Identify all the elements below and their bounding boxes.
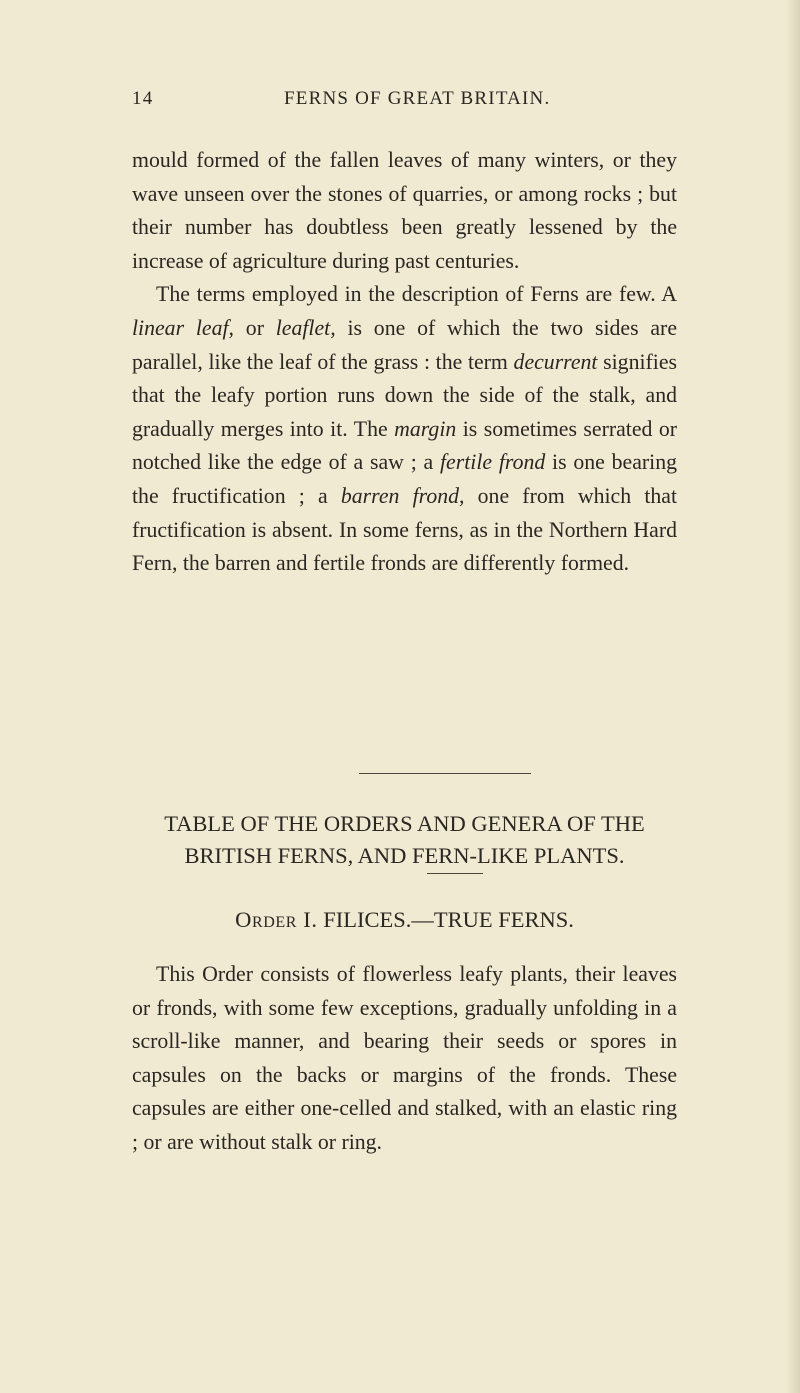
term-decurrent: decurrent <box>513 349 598 374</box>
short-divider-rule <box>427 873 483 874</box>
page-edge-shadow <box>786 0 800 1393</box>
text-span: signifies that the leafy portion runs down the side of the stalk, and gradually merges into it. The <box>132 349 678 441</box>
text-span: is sometimes serrated or notched like the edge of a saw ; a <box>132 416 678 475</box>
text-span: is one bearing the fructification ; a <box>132 450 677 508</box>
table-heading <box>132 808 677 872</box>
term-fertile-frond: fertile frond <box>440 450 546 475</box>
running-title: FERNS OF GREAT BRITAIN. <box>284 88 551 109</box>
running-header <box>132 88 672 120</box>
order-number: Order I. <box>235 907 318 932</box>
text-span: The terms employed in the description of Ferns are few. A <box>156 282 677 307</box>
term-leaflet: leaflet, <box>275 315 336 340</box>
term-margin: margin <box>394 416 457 441</box>
page-number: 14 <box>132 88 154 109</box>
term-barren-frond: barren frond, <box>340 483 465 508</box>
paragraph-order-description <box>132 958 677 1160</box>
term-linear-leaf: linear leaf, <box>132 315 234 340</box>
section-divider-rule <box>359 773 531 774</box>
table-heading-line-1: TABLE OF THE ORDERS AND GENERA OF THE <box>164 811 645 836</box>
text-span: is one of which the two sides are parallel, like the leaf of the grass : the term <box>132 315 677 374</box>
order-heading <box>132 904 677 936</box>
paragraph-continuation: mould formed of the fallen leaves of many winters, or they wave unseen over the stones of quarries, or among rocks ; but their number has doubtless been greatly lessened by the increase of agriculture during past centuries. <box>132 148 677 273</box>
text-span: one from which that fructification is absent. In some ferns, as in the Northern Hard Fern, the barren and fertile fronds are differently formed. <box>132 483 677 576</box>
paragraph-terms <box>132 278 677 580</box>
text-span: or <box>234 315 276 340</box>
order-description-text: This Order consists of flowerless leafy plants, their leaves or fronds, with some few exceptions, gradually unfolding in a scroll-like manner, and bearing their seeds or spores in capsules on the backs or margins of the fronds. These capsules are either one-celled and stalked, with an elastic ring ; or are without stalk or ring. <box>132 962 677 1154</box>
text-block-1 <box>132 144 677 581</box>
order-name: FILICES.—TRUE FERNS. <box>323 907 574 932</box>
table-heading-line-2: BRITISH FERNS, AND FERN-LIKE PLANTS. <box>184 843 625 868</box>
